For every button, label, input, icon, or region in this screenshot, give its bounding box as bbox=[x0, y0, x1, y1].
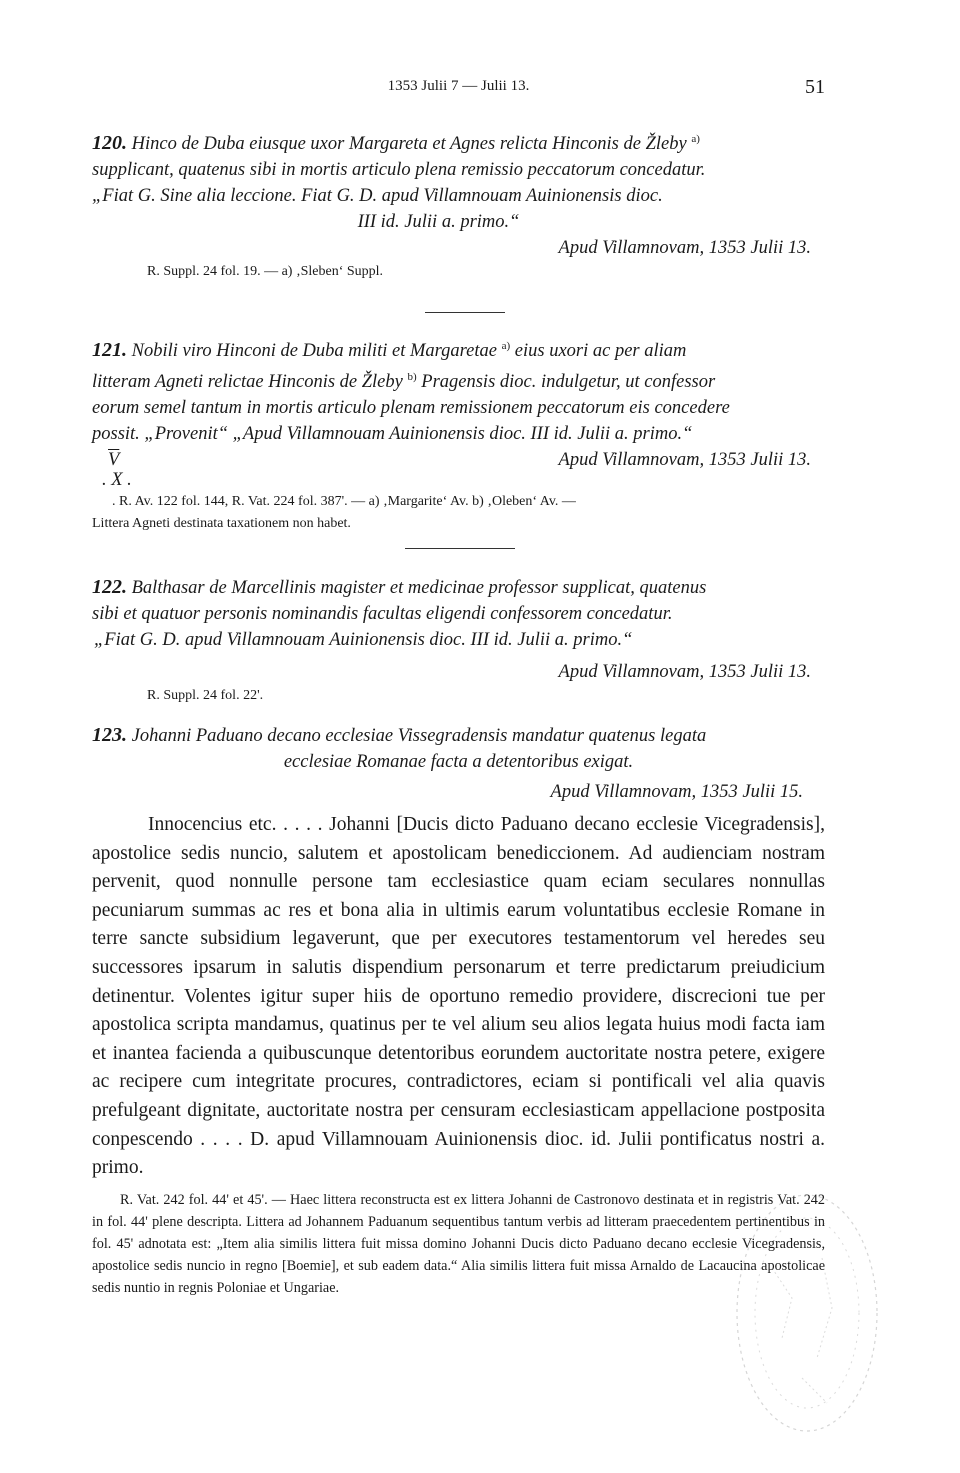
entry-number: 120. bbox=[92, 132, 127, 155]
source-note: R. Suppl. 24 fol. 19. — a) ‚Sleben‘ Suppl. bbox=[147, 264, 384, 280]
running-title: 1353 Julii 7 — Julii 13. bbox=[387, 78, 530, 94]
entry-heading: Johanni Paduano decano ecclesiae Vissegradensis mandatur quatenus legata bbox=[131, 726, 707, 746]
footnote-marker: a) bbox=[691, 133, 700, 145]
dateline: Apud Villamnovam, 1353 Julii 13. bbox=[558, 238, 811, 259]
footnote-marker: a) bbox=[501, 340, 511, 352]
source-note: R. Suppl. 24 fol. 22'. bbox=[147, 688, 264, 703]
entry-heading: Balthasar de Marcellinis magister et medicinae professor supplicat, quatenus bbox=[131, 578, 707, 598]
entry-heading: eius uxori ac per aliam bbox=[514, 341, 687, 362]
divider bbox=[425, 312, 505, 313]
entry-heading-line: supplicant, quatenus sibi in mortis articulo plena remissio peccatorum concedatur. bbox=[92, 160, 706, 181]
entry-heading-line: III id. Julii a. primo.“ bbox=[357, 212, 520, 233]
entry-heading-line: eorum semel tantum in mortis articulo plenam remissionem peccatorum eis concedere bbox=[92, 398, 730, 419]
entry-heading-line: ecclesiae Romanae facta a detentoribus exigat. bbox=[283, 752, 634, 772]
source-note: . R. Av. 122 fol. 144, R. Vat. 224 fol. 387'. — a) ‚Margarite‘ Av. b) ‚Oleben‘ Av. — bbox=[112, 494, 576, 510]
entry-122 bbox=[92, 574, 825, 707]
entry-heading-line: „Fiat G. Sine alia leccione. Fiat G. D. apud Villamnouam Auinionensis dioc. bbox=[92, 186, 663, 207]
source-note: R. Vat. 242 fol. 44' et 45'. — Haec littera reconstructa est ex littera Johanni de Castronovo destinata et in registris Vat. 242 in fol. 44' plene descripta. Littera ad Johannem Paduanum sequentibus tantum verbis ad litteram praecedentem pertinentibus in fol. 45' adnotata est: „Item alia similis littera fuit missa domino Johanni Ducis dicto Paduano decano ecclesie Vicegradensis, apostolice sedis nuncio in regno [Boemie], et sub eadem data.“ Alia similis littera fuit missa Arnaldo de Lacaucina apostolicae sedis nuntio in regnis Poloniae et Ungariae. bbox=[92, 1191, 825, 1296]
entry-heading: Pragensis dioc. indulgetur, ut confessor bbox=[421, 372, 716, 393]
letter-body: Innocencius etc. . . . . Johanni [Ducis dicto Paduano decano ecclesie Vicegradensis], apostolice sedis nuncio, salutem et apostolicam benediccionem. Ad audienciam nostram pervenit, quod nonnulle persone tam ecclesiastice quam eciam seculares nonnullas pecuniarum summas ac res et bona alia in ultimis earum voluntatibus ecclesie Romane in terre sancte subsidium legaverunt, que per executores testamentorum vel heredes seu successores ipsarum in salutis dispendium personarum et terre predictarum preiudicium detinentur. Volentes igitur super hiis de oportuno remedio providere, discrecioni tue per apostolica scripta mandamus, quatinus per te vel alium seu alios legata huius modi facta iam et inantea facienda a quibuscunque detentoribus eorundem auctoritate nostra petere, exigere ac recipere cum integritate procures, contradictores, eciam si pontificali vel alia quavis prefulgeant dignitate, auctoritate nostra per censuram ecclesiasticam appellacione postposita conpescendo . . . . D. apud Villamnouam Auinionensis dioc. id. Julii pontificatus nostri a. primo. bbox=[92, 814, 825, 1179]
registry-mark-x: . X . bbox=[102, 470, 132, 491]
registry-mark-v: $\overline{V}$ bbox=[108, 450, 120, 471]
footnote-marker: b) bbox=[407, 371, 417, 384]
entry-121 bbox=[92, 333, 825, 535]
entry-heading: Nobili viro Hinconi de Duba militi et Margaretae bbox=[131, 341, 497, 362]
page-header bbox=[92, 76, 825, 100]
entry-heading-line: sibi et quatuor personis nominandis facultas eligendi confessorem concedatur. bbox=[92, 604, 673, 624]
entry-number: 121. bbox=[92, 339, 127, 362]
entry-123 bbox=[92, 722, 825, 1299]
dateline: Apud Villamnovam, 1353 Julii 15. bbox=[550, 782, 803, 802]
page-number: 51 bbox=[805, 76, 825, 98]
entry-heading: Hinco de Duba eiusque uxor Margareta et Agnes relicta Hinconis de Žleby bbox=[131, 134, 687, 155]
entry-number: 122. bbox=[92, 576, 127, 598]
entry-120 bbox=[92, 126, 825, 283]
entry-heading-line: possit. „Provenit“ „Apud Villamnouam Auinionensis dioc. III id. Julii a. primo.“ bbox=[92, 424, 693, 445]
library-stamp-icon bbox=[732, 1188, 882, 1438]
dateline: Apud Villamnovam, 1353 Julii 13. bbox=[558, 450, 811, 471]
dateline: Apud Villamnovam, 1353 Julii 13. bbox=[558, 662, 811, 682]
divider bbox=[405, 548, 515, 549]
source-note: Littera Agneti destinata taxationem non habet. bbox=[92, 516, 351, 532]
entry-heading: litteram Agneti relictae Hinconis de Žleby bbox=[92, 372, 403, 393]
entry-number: 123. bbox=[92, 724, 127, 746]
entry-heading-line: „Fiat G. D. apud Villamnouam Auinionensis dioc. III id. Julii a. primo.“ bbox=[94, 630, 633, 650]
